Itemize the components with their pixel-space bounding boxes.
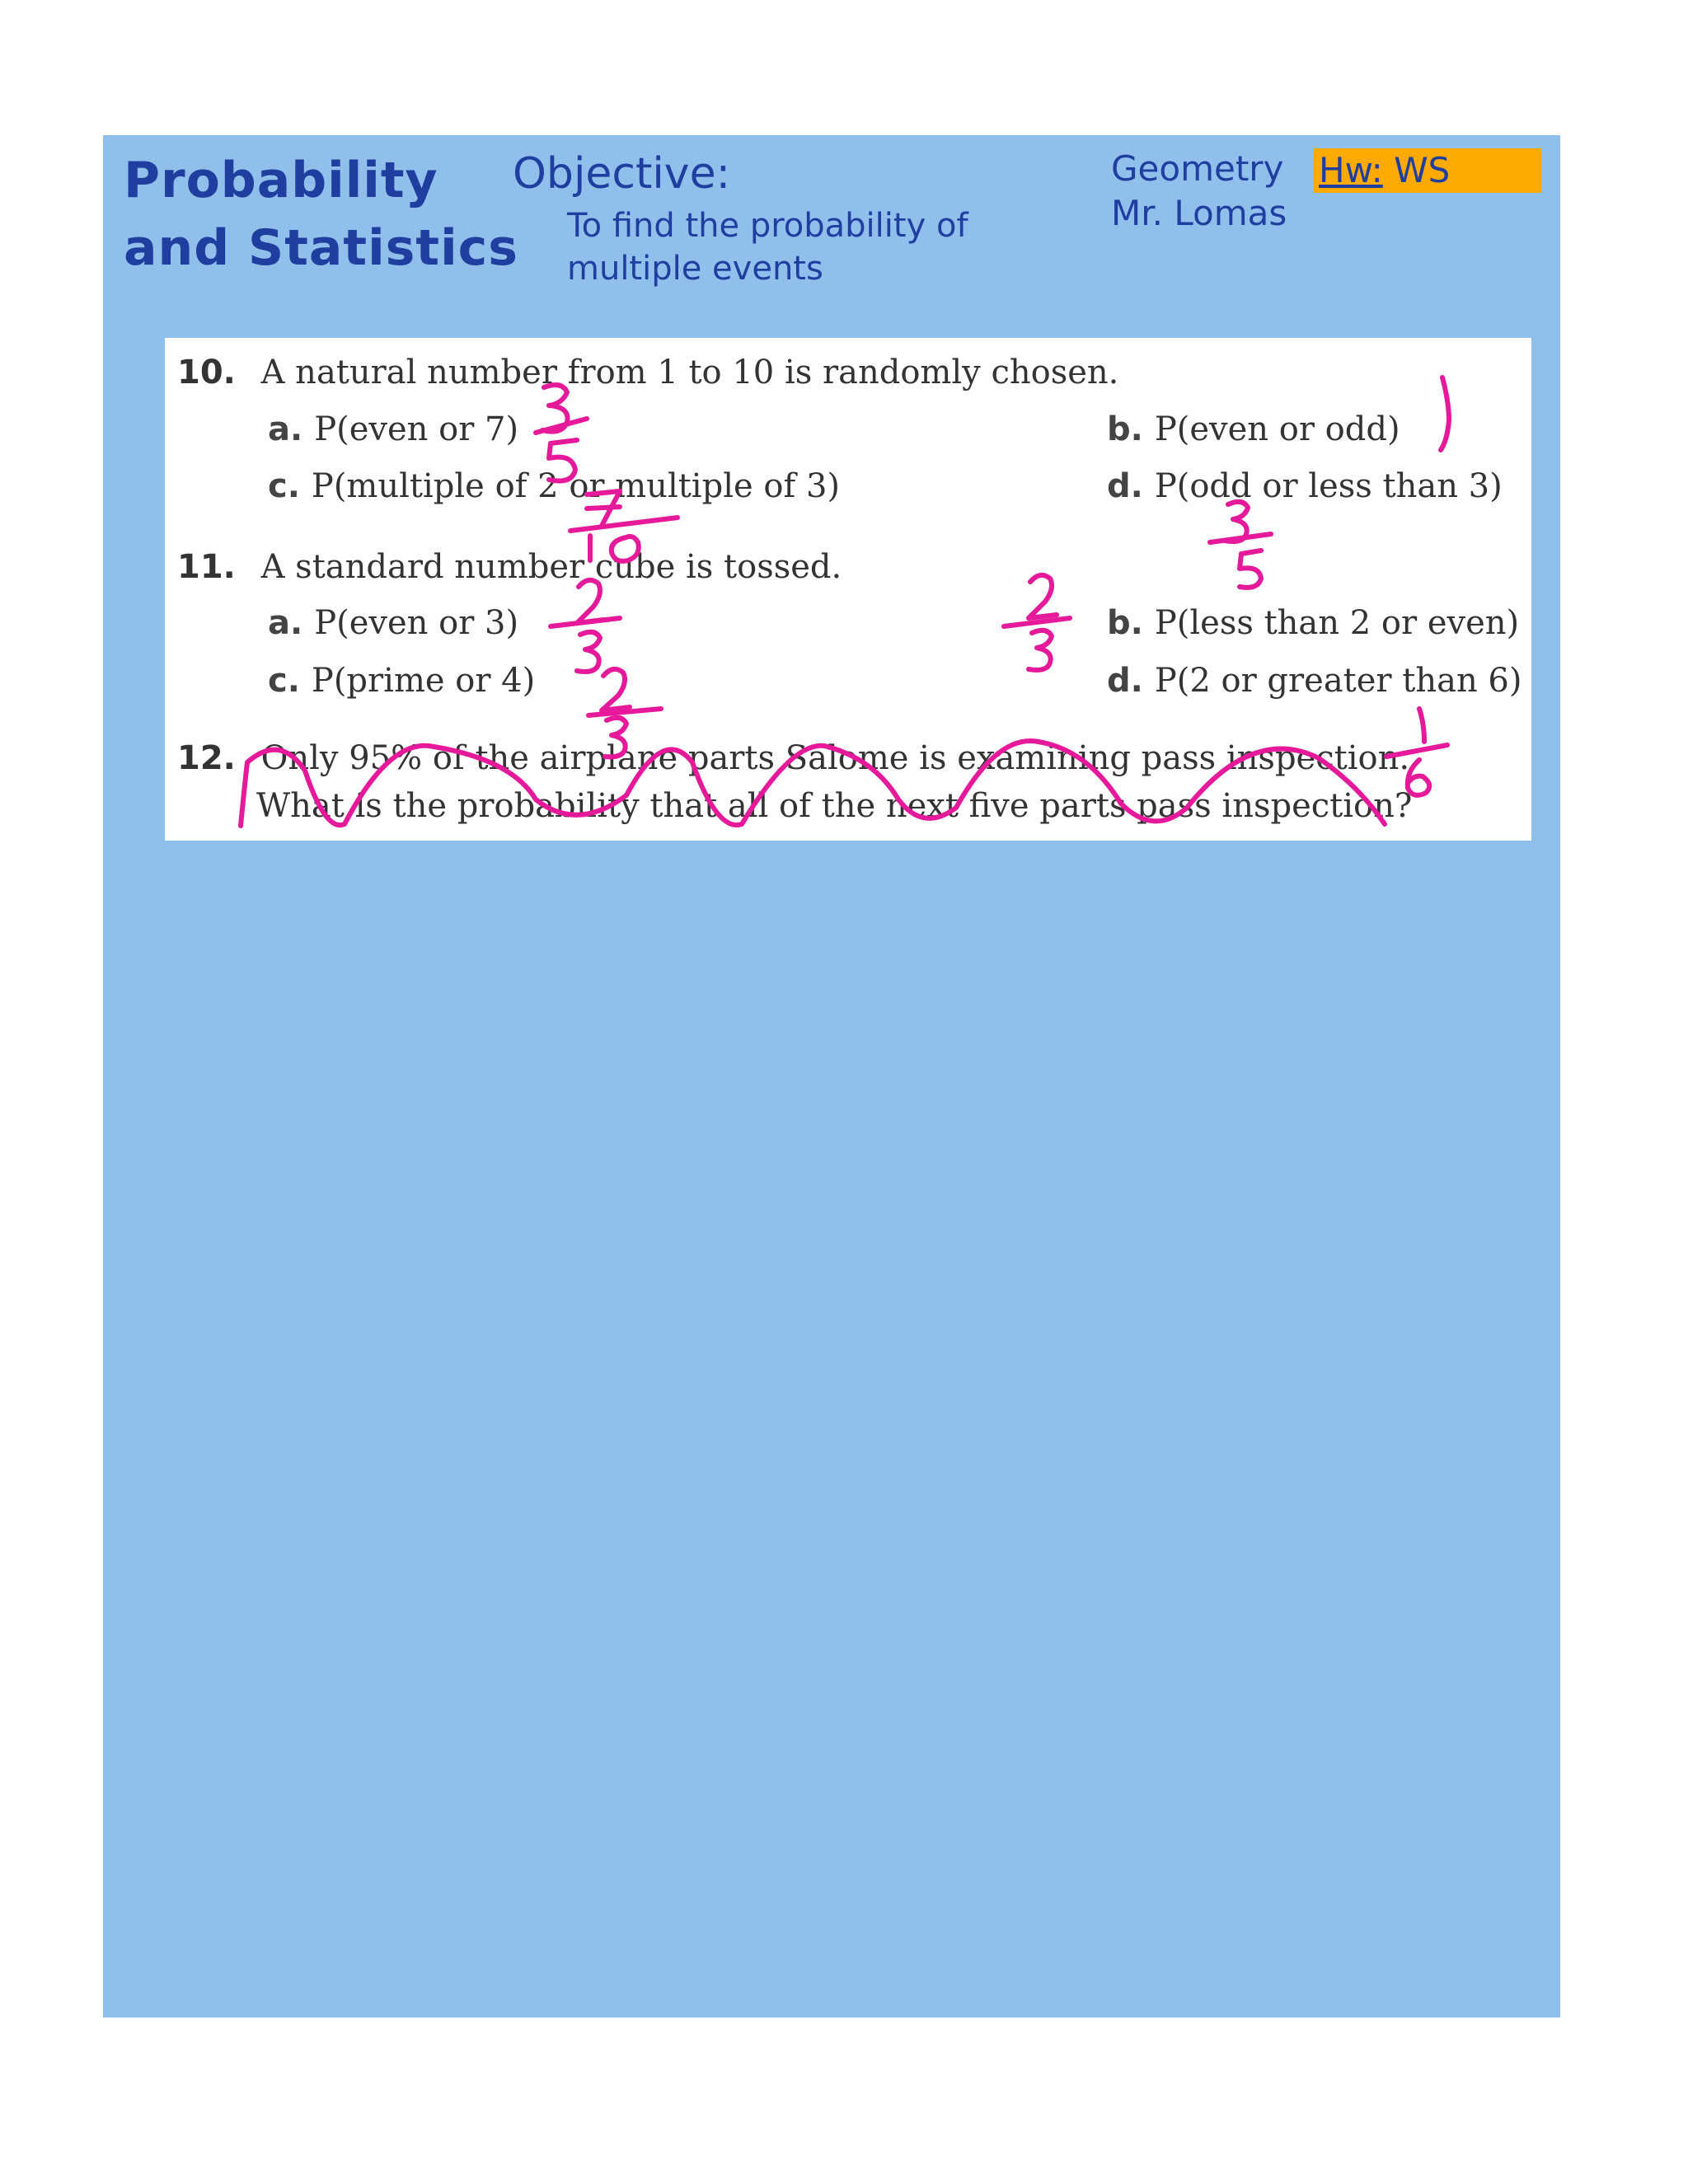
problem-11: [177, 547, 842, 587]
part-text: P(multiple of 2 or multiple of 3): [311, 467, 841, 505]
problem-number: 12.: [177, 739, 236, 777]
part-text: P(2 or greater than 6): [1154, 662, 1522, 700]
objective-line-1: To find the probability of: [567, 207, 968, 245]
course-name: Geometry: [1111, 148, 1284, 189]
part-label: d.: [1107, 662, 1143, 700]
problem-11c: [268, 661, 535, 701]
problem-number: 10.: [177, 354, 236, 391]
problem-12: [177, 738, 1409, 778]
problem-12-line-2: What is the probability that all of the next five parts pass inspection?: [256, 787, 1413, 825]
title-line-2: and Statistics: [124, 219, 518, 277]
problem-text: A standard number cube is tossed.: [260, 548, 842, 586]
part-text: P(prime or 4): [311, 662, 536, 700]
part-label: a.: [268, 410, 303, 448]
problem-text-line-1: Only 95% of the airplane parts Salome is examining pass inspection.: [260, 739, 1410, 777]
problem-10: [177, 353, 1118, 392]
problem-10b: [1107, 410, 1400, 449]
objective-label: Objective:: [513, 149, 731, 199]
part-label: b.: [1107, 604, 1143, 642]
course-info: [1111, 147, 1287, 236]
problem-10c: [268, 466, 840, 506]
problem-text: A natural number from 1 to 10 is randomly chosen.: [260, 354, 1119, 391]
homework-label: Hw:: [1319, 150, 1383, 190]
problem-10d: [1107, 466, 1503, 506]
part-label: d.: [1107, 467, 1143, 505]
problem-number: 11.: [177, 548, 236, 586]
part-label: b.: [1107, 410, 1143, 448]
part-text: P(odd or less than 3): [1154, 467, 1503, 505]
homework-badge: [1314, 148, 1541, 193]
part-label: a.: [268, 604, 303, 642]
part-label: c.: [268, 467, 300, 505]
problem-11b: [1107, 603, 1519, 643]
part-text: P(less than 2 or even): [1154, 604, 1520, 642]
part-text: P(even or 3): [314, 604, 519, 642]
part-text: P(even or 7): [314, 410, 519, 448]
objective-line-2: multiple events: [567, 250, 823, 288]
slide-title: [124, 147, 518, 282]
homework-value: WS: [1394, 150, 1451, 190]
teacher-name: Mr. Lomas: [1111, 193, 1287, 233]
part-label: c.: [268, 662, 300, 700]
problem-11a: [268, 603, 518, 643]
part-text: P(even or odd): [1154, 410, 1400, 448]
problem-11d: [1107, 661, 1522, 701]
title-line-1: Probability: [124, 152, 438, 209]
problem-10a: [268, 410, 518, 449]
objective-text: [567, 204, 968, 290]
